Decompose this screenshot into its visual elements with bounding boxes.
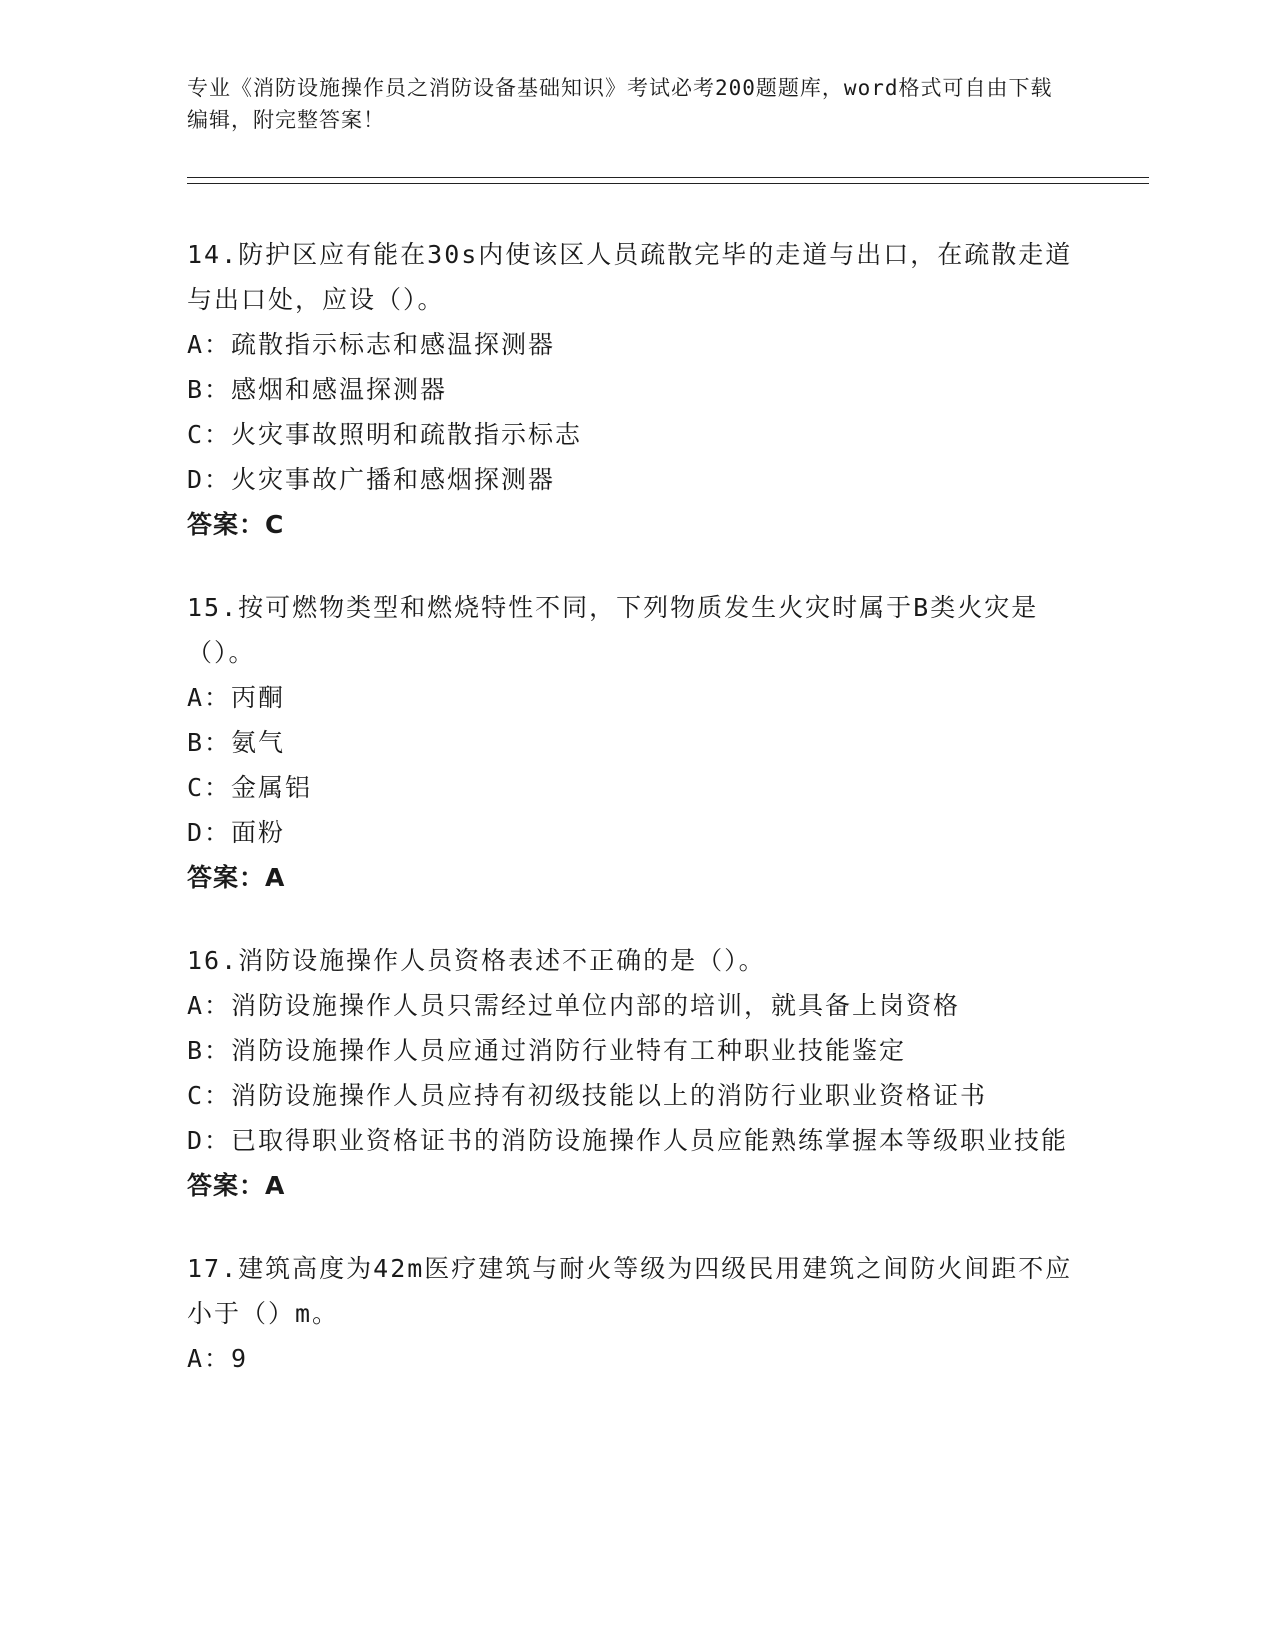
answer-label: 答案：A xyxy=(187,863,286,892)
question-item xyxy=(187,232,1087,547)
answer-label: 答案：A xyxy=(187,1171,286,1200)
question-item xyxy=(187,585,1087,900)
question-list xyxy=(187,232,1087,1419)
answer-label: 答案：C xyxy=(187,510,285,539)
option-c: C：火灾事故照明和疏散指示标志 xyxy=(187,420,583,449)
option-b: B：感烟和感温探测器 xyxy=(187,375,448,404)
question-item xyxy=(187,938,1087,1208)
option-d: D：已取得职业资格证书的消防设施操作人员应能熟练掌握本等级职业技能 xyxy=(187,1126,1069,1155)
option-a: A：疏散指示标志和感温探测器 xyxy=(187,330,556,359)
option-a: A：9 xyxy=(187,1344,249,1373)
option-d: D：面粉 xyxy=(187,818,286,847)
question-text: 14.防护区应有能在30s内使该区人员疏散完毕的走道与出口，在疏散走道与出口处，应设（）。 xyxy=(187,240,1073,314)
option-d: D：火灾事故广播和感烟探测器 xyxy=(187,465,556,494)
question-text: 17.建筑高度为42m医疗建筑与耐火等级为四级民用建筑之间防火间距不应小于（）m。 xyxy=(187,1254,1073,1328)
question-item xyxy=(187,1246,1087,1381)
header-divider-bottom xyxy=(187,183,1149,184)
option-c: C：消防设施操作人员应持有初级技能以上的消防行业职业资格证书 xyxy=(187,1081,988,1110)
document-header: 专业《消防设施操作员之消防设备基础知识》考试必考200题题库，word格式可自由下载编辑，附完整答案！ xyxy=(187,76,1053,132)
option-c: C：金属铝 xyxy=(187,773,313,802)
option-b: B：氨气 xyxy=(187,728,286,757)
option-b: B：消防设施操作人员应通过消防行业特有工种职业技能鉴定 xyxy=(187,1036,907,1065)
question-text: 16.消防设施操作人员资格表述不正确的是（）。 xyxy=(187,946,766,975)
option-a: A：消防设施操作人员只需经过单位内部的培训，就具备上岗资格 xyxy=(187,991,961,1020)
header-divider-top xyxy=(187,177,1149,178)
option-a: A：丙酮 xyxy=(187,683,286,712)
question-text: 15.按可燃物类型和燃烧特性不同，下列物质发生火灾时属于B类火灾是（）。 xyxy=(187,593,1039,667)
